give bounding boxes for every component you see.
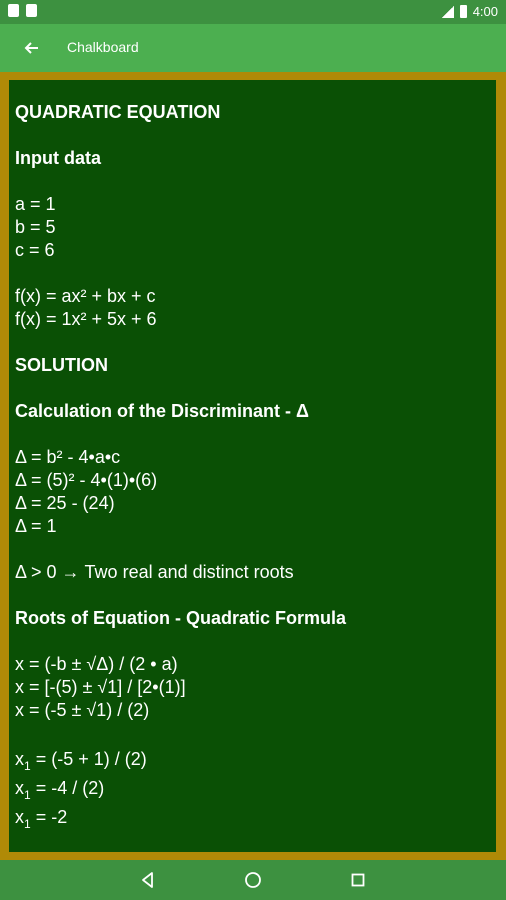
notification-icon — [26, 4, 37, 17]
status-time: 4:00 — [472, 4, 498, 19]
chalkboard-frame — [0, 72, 506, 860]
circle-home-icon — [241, 868, 265, 892]
triangle-back-icon — [136, 868, 160, 892]
input-line: b = 5 — [15, 217, 56, 237]
nav-home-button[interactable] — [241, 868, 265, 892]
formula-line: x = [-(5) ± √1] / [2•(1)] — [15, 677, 186, 697]
status-bar — [0, 0, 506, 24]
status-indicators — [442, 4, 498, 19]
input-line: a = 1 — [15, 194, 56, 214]
navigation-bar — [0, 860, 506, 900]
solution-heading: SOLUTION — [15, 355, 108, 375]
chalkboard — [9, 80, 496, 852]
notification-icon — [8, 4, 19, 17]
roots-heading: Roots of Equation - Quadratic Formula — [15, 608, 347, 628]
root-line: $x_1 = -4 / (2)$ — [15, 778, 105, 802]
app-bar — [0, 24, 506, 72]
arrow-back-icon — [18, 34, 46, 62]
function-line: f(x) = ax² + bx + c — [15, 286, 156, 306]
main-heading: QUADRATIC EQUATION — [15, 102, 221, 122]
nav-recent-button[interactable] — [346, 868, 370, 892]
formula-line: x = (-b ± √Δ) / (2 • a) — [15, 654, 178, 674]
app-title: Chalkboard — [67, 39, 139, 55]
square-recent-icon — [346, 868, 370, 892]
discriminant-heading: Calculation of the Discriminant - Δ — [15, 401, 309, 421]
root-line: $x_1 = (-5 + 1) / (2)$ — [15, 749, 147, 773]
discriminant-line: Δ = (5)² - 4•(1)•(6) — [15, 470, 158, 490]
input-heading: Input data — [15, 148, 101, 168]
conclusion-line: Δ > 0 → Two real and distinct roots — [15, 562, 294, 582]
notification-icons — [8, 4, 37, 17]
input-line: c = 6 — [15, 240, 55, 260]
back-button[interactable] — [18, 34, 46, 62]
battery-icon — [460, 5, 467, 18]
discriminant-line: Δ = 25 - (24) — [15, 493, 115, 513]
discriminant-line: Δ = 1 — [15, 516, 57, 536]
function-line: f(x) = 1x² + 5x + 6 — [15, 309, 157, 329]
signal-icon — [442, 6, 454, 18]
root-line: $x_1 = -2$ — [15, 807, 68, 831]
formula-line: x = (-5 ± √1) / (2) — [15, 700, 150, 720]
discriminant-line: Δ = b² - 4•a•c — [15, 447, 121, 467]
nav-back-button[interactable] — [136, 868, 160, 892]
